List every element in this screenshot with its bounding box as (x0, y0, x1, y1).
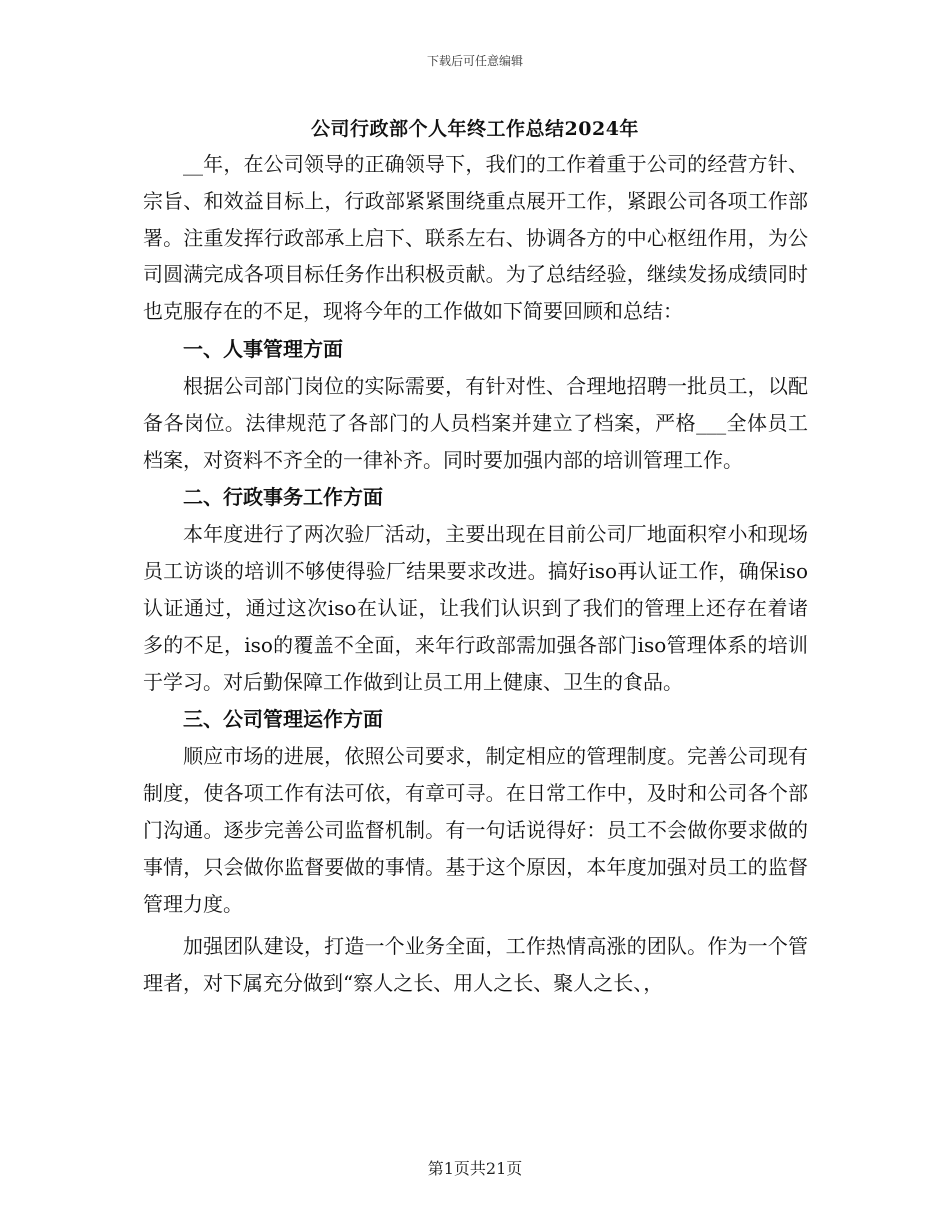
download-note: 下载后可任意编辑 (426, 54, 523, 68)
paragraph-personnel: 根据公司部门岗位的实际需要，有针对性、合理地招聘一批员工，以配备各岗位。法律规范了各部门的人员档案并建立了档案，严格___全体员工档案，对资料不齐全的一律补齐。同时要加强内部的培训管理工作。 (143, 373, 808, 472)
paragraph-management-operation: 顺应市场的进展，依照公司要求，制定相应的管理制度。完善公司现有制度，使各项工作有法可依，有章可寻。在日常工作中，及时和公司各个部门沟通。逐步完善公司监督机制。有一句话说得好：员工不会做你要求做的事情，只会做你监督要做的事情。基于这个原因，本年度加强对员工的监督管理力度。 (143, 744, 808, 916)
section-heading-personnel: 一、人事管理方面 (183, 336, 343, 361)
intro-paragraph: __年，在公司领导的正确领导下，我们的工作着重于公司的经营方针、宗旨、和效益目标上，行政部紧紧围绕重点展开工作，紧跟公司各项工作部署。注重发挥行政部承上启下、联系左右、协调各方的中心枢纽作用，为公司圆满完成各项目标任务作出积极贡献。为了总结经验，继续发扬成绩同时也克服存在的不足，现将今年的工作做如下简要回顾和总结： (143, 152, 808, 324)
section-heading-management-operation: 三、公司管理运作方面 (183, 707, 383, 732)
paragraph-admin-affairs: 本年度进行了两次验厂活动，主要出现在目前公司厂地面积窄小和现场员工访谈的培训不够使得验厂结果要求改进。搞好iso再认证工作，确保iso认证通过，通过这次iso在认证，让我们认识到了我们的管理上还存在着诸多的不足，iso的覆盖不全面，来年行政部需加强各部门iso管理体系的培训于学习。对后勤保障工作做到让员工用上健康、卫生的食品。 (143, 522, 808, 694)
document-body (143, 146, 808, 1002)
page-number: 第1页共21页 (427, 1159, 523, 1178)
paragraph-team-building: 加强团队建设，打造一个业务全面，工作热情高涨的团队。作为一个管理者，对下属充分做到“察人之长、用人之长、聚人之长、， (143, 934, 808, 996)
section-heading-admin-affairs: 二、行政事务工作方面 (183, 485, 383, 510)
document-title: 公司行政部个人年终工作总结2024年 (311, 118, 639, 140)
